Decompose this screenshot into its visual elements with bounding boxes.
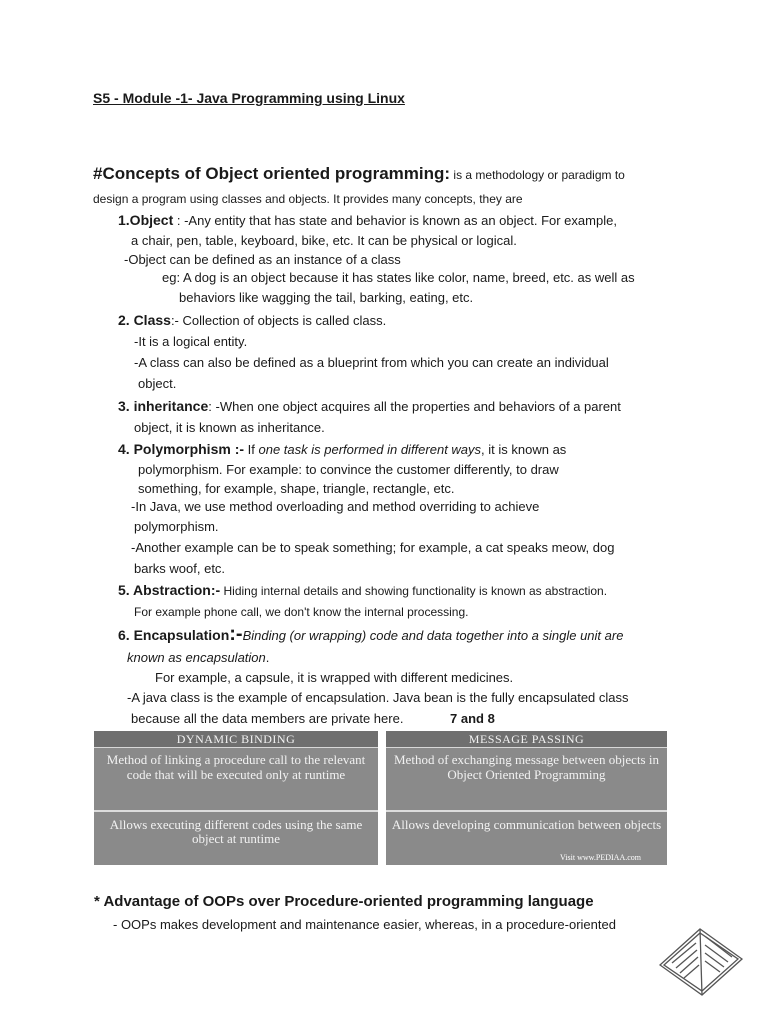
concepts-heading-line [93, 166, 625, 183]
polymorphism-text-2: polymorphism. For example: to convince the customer differently, to draw [138, 462, 559, 477]
class-line-1 [118, 312, 386, 329]
message-passing-title: MESSAGE PASSING [386, 731, 667, 748]
encapsulation-text-2-dot: . [265, 650, 270, 665]
encapsulation-text-2: known as encapsulation [127, 650, 266, 665]
class-label: 2. Class [118, 312, 171, 328]
figure-credit: Visit www.PEDIAA.com [560, 853, 641, 862]
abstraction-text-2: For example phone call, we don't know the internal processing. [134, 605, 469, 619]
object-text-5: behaviors like wagging the tail, barking, eating, etc. [179, 290, 474, 305]
message-passing-description: Allows developing communication between objects [391, 817, 662, 832]
concepts-heading: Concepts of Object oriented programming: [102, 164, 451, 183]
encapsulation-text-1: Binding (or wrapping) code and data together into a single unit are [242, 628, 624, 643]
abstraction-label: 5. Abstraction:- [118, 582, 221, 598]
dynamic-binding-definition: Method of linking a procedure call to the relevant code that will be executed only at runtime [94, 748, 378, 812]
encapsulation-text-3: For example, a capsule, it is wrapped with different medicines. [155, 670, 514, 685]
concepts-intro-1: is a methodology or paradigm to [450, 168, 625, 182]
dynamic-binding-description: Allows executing different codes using the same object at runtime [109, 817, 363, 846]
object-text-3: -Object can be defined as an instance of a class [124, 252, 401, 267]
polymorphism-text-1a: If [244, 442, 259, 457]
encapsulation-line-1 [118, 623, 624, 645]
inheritance-text-2: object, it is known as inheritance. [134, 420, 325, 435]
concepts-hash: # [93, 164, 103, 183]
abstraction-line-1 [118, 582, 607, 599]
class-text-4: object. [138, 376, 177, 391]
message-passing-definition: Method of exchanging message between objects in Object Oriented Programming [386, 748, 667, 812]
encapsulation-label: 6. Encapsulation [118, 627, 230, 643]
object-line-1 [118, 212, 617, 229]
page-reference: 7 and 8 [450, 711, 495, 726]
advantage-text-1: - OOPs makes development and maintenance easier, whereas, in a procedure-oriented [113, 917, 616, 932]
polymorphism-text-7: barks woof, etc. [134, 561, 226, 576]
concepts-intro-2: design a program using classes and objects. It provides many concepts, they are [93, 192, 523, 206]
polymorphism-text-3: something, for example, shape, triangle, rectangle, etc. [138, 481, 455, 496]
polymorphism-text-1c: , it is known as [481, 442, 567, 457]
encapsulation-line-2 [127, 650, 269, 666]
class-text-2: -It is a logical entity. [134, 334, 248, 349]
inheritance-label: 3. inheritance [118, 398, 209, 414]
document-title: S5 - Module -1- Java Programming using Linux [93, 90, 405, 106]
advantage-heading: * Advantage of OOPs over Procedure-oriented programming language [94, 893, 594, 910]
inheritance-text-1: : -When one object acquires all the properties and behaviors of a parent [208, 399, 621, 414]
inheritance-line-1 [118, 398, 621, 415]
dynamic-binding-title: DYNAMIC BINDING [94, 731, 378, 748]
object-text-4: eg: A dog is an object because it has states like color, name, breed, etc. as well as [162, 270, 635, 285]
polymorphism-text-5: polymorphism. [134, 519, 219, 534]
object-text-1: : -Any entity that has state and behavior is known as an object. For example, [173, 213, 617, 228]
object-label: 1.Object [118, 212, 174, 228]
abstraction-text-1: Hiding internal details and showing functionality is known as abstraction. [220, 584, 608, 598]
open-book-icon [656, 915, 746, 1005]
encapsulation-colon: :- [229, 623, 243, 645]
object-text-2: a chair, pen, table, keyboard, bike, etc. It can be physical or logical. [131, 233, 517, 248]
class-text-3: -A class can also be defined as a blueprint from which you can create an individual [134, 355, 609, 370]
dynamic-binding-panel [94, 731, 378, 865]
polymorphism-line-1 [118, 441, 566, 458]
message-passing-panel [386, 731, 667, 865]
polymorphism-label: 4. Polymorphism :- [118, 441, 245, 457]
class-text-1: :- Collection of objects is called class. [170, 313, 387, 328]
comparison-figure [94, 731, 667, 865]
polymorphism-text-4: -In Java, we use method overloading and method overriding to achieve [131, 499, 540, 514]
encapsulation-text-4: -A java class is the example of encapsulation. Java bean is the fully encapsulated class [127, 690, 629, 705]
polymorphism-text-1b: one task is performed in different ways [258, 442, 482, 457]
polymorphism-text-6: -Another example can be to speak something; for example, a cat speaks meow, dog [131, 540, 615, 555]
encapsulation-text-5: because all the data members are private here. [131, 711, 404, 726]
